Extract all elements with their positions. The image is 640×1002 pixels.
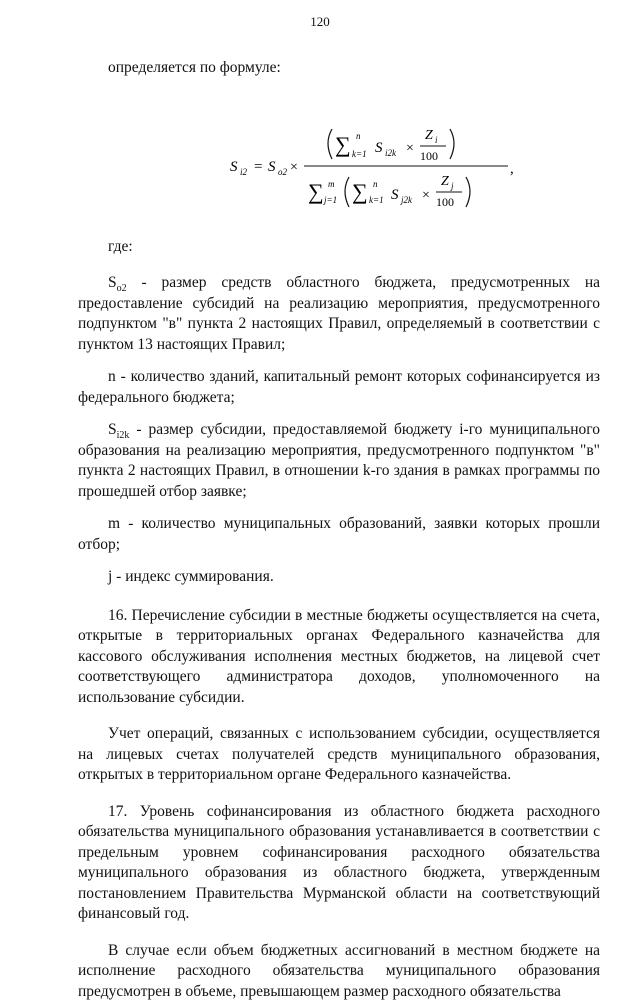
formula-den-times: ×: [422, 188, 430, 203]
formula-den-100: 100: [436, 195, 454, 209]
formula-num-s-sub: i2k: [385, 148, 397, 158]
formula-den-paren-right: [466, 177, 470, 207]
def-m: m - количество муниципальных образований, заявки которых прошли отбор;: [78, 514, 600, 555]
def-so2: [78, 273, 600, 355]
where-label: где:: [78, 237, 600, 258]
formula-den-sum-outer-lower: j=1: [323, 195, 337, 205]
def-so2-text: - размер средств областного бюджета, предусмотренных на предоставление субсидий на реализацию мероприятия, предусмотренного подпунктом "в" пункта 2 настоящих Правил, определяемый в соответствии с пунктом 13 настоящих Правил;: [78, 274, 600, 353]
formula-so2-sub: o2: [278, 167, 288, 177]
def-j: j - индекс суммирования.: [78, 567, 600, 588]
formula: [78, 87, 600, 225]
formula-num-sum: ∑: [335, 132, 351, 157]
formula-den-sum-outer-upper: m: [328, 179, 335, 189]
page-number: 120: [0, 14, 640, 30]
def-so2-subscript: o2: [117, 283, 127, 294]
formula-den-z: Z: [441, 174, 449, 189]
paragraph-accounting: Учет операций, связанных с использованием субсидии, осуществляется на лицевых счетах получателей средств муниципального образования, открытых в территориальном органе Федерального казначейства.: [78, 724, 600, 786]
def-n: n - количество зданий, капитальный ремонт которых софинансируется из федерального бюджета;: [78, 367, 600, 408]
formula-den-z-sub: j: [450, 181, 454, 191]
formula-times-main: ×: [290, 160, 298, 175]
formula-den-paren-left: [345, 177, 349, 207]
formula-den-sum-inner: ∑: [352, 179, 368, 204]
formula-num-sum-lower: k=1: [352, 149, 367, 159]
def-si2k-symbol: S: [108, 421, 117, 438]
formula-den-sum-outer: ∑: [308, 179, 324, 204]
formula-graphic: [228, 87, 528, 225]
formula-lhs-s: S: [230, 159, 238, 175]
def-so2-symbol: S: [108, 274, 117, 291]
formula-eq: =: [254, 159, 262, 175]
formula-num-paren-left: [328, 129, 332, 159]
formula-den-s-sub: j2k: [400, 195, 413, 205]
formula-lhs-sub: i2: [240, 167, 248, 177]
paragraph-17: 17. Уровень софинансирования из областного бюджета расходного обязательства муниципального образования устанавливается в соответствии с предельным уровнем софинансирования расходного обязательства муниципального образования из областного бюджета, утвержденным постановлением Правительства Мурманской области на соответствующий финансовый год.: [78, 802, 600, 925]
formula-num-paren-right: [450, 129, 454, 159]
formula-comma: ,: [510, 161, 514, 177]
def-si2k: [78, 420, 600, 502]
formula-so2-s: S: [268, 159, 276, 175]
formula-den-sum-inner-lower: k=1: [369, 195, 384, 205]
def-si2k-subscript: i2k: [117, 430, 130, 441]
def-si2k-text: - размер субсидии, предоставляемой бюджету i-го муниципального образования на реализацию мероприятия, предусмотренного подпунктом "в" пункта 2 настоящих Правил, в отношении k-го здания в рамках программы по прошедшей отбор заявке;: [78, 421, 600, 500]
formula-num-z-sub: i: [435, 135, 438, 145]
paragraph-last: В случае если объем бюджетных ассигнований в местном бюджете на исполнение расходного обязательства муниципального образования предусмотрен в объеме, превышающем размер расходного обязательства: [78, 941, 600, 1002]
paragraph-16: 16. Перечисление субсидии в местные бюджеты осуществляется на счета, открытые в территориальных органах Федерального казначейства для кассового обслуживания исполнения местных бюджетов, на лицевой счет соответствующего администратора доходов, уполномоченного на использование субсидии.: [78, 606, 600, 709]
formula-num-z: Z: [425, 128, 433, 143]
formula-num-times: ×: [406, 141, 414, 156]
formula-den-sum-inner-upper: n: [373, 179, 378, 189]
intro-text: определяется по формуле:: [78, 58, 600, 79]
formula-den-s: S: [391, 187, 399, 203]
document-body: [78, 58, 600, 1002]
formula-num-s: S: [375, 140, 383, 156]
formula-num-100: 100: [420, 149, 438, 163]
formula-num-sum-upper: n: [356, 131, 361, 141]
